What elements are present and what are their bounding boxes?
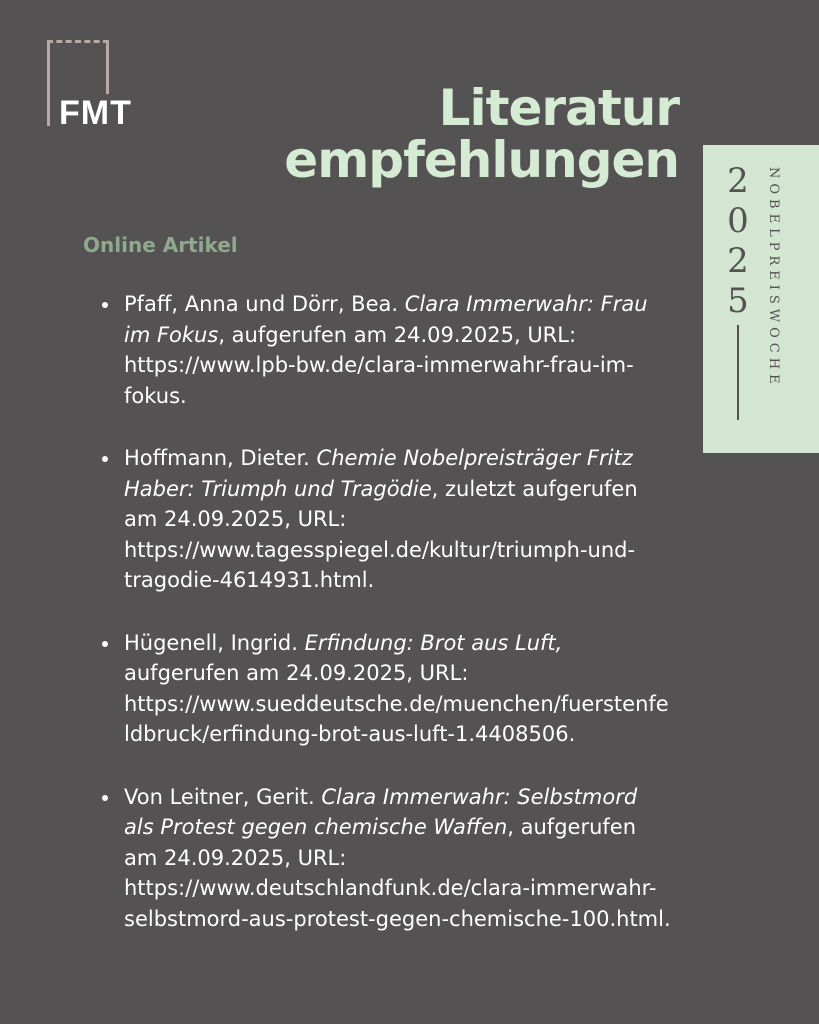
reference-details: aufgerufen am 24.09.2025, URL: https://www.sueddeutsche.de/muenchen/fuerstenfeldbruck/erfindung-brot-aus-luft-1.4408506. — [124, 661, 669, 746]
event-label: NOBELPREISWOCHE — [766, 167, 781, 389]
year-digit: 2 — [727, 241, 749, 281]
reference-title: Clara Immerwahr: Selbstmord als Protest gegen chemische Waffen — [124, 784, 638, 839]
title-line-1: Literatur — [438, 79, 679, 137]
reference-details: , zuletzt aufgerufen am 24.09.2025, URL: https://www.tagesspiegel.de/kultur/triumph-und-tragodie-4614931.html. — [124, 476, 638, 592]
reference-title: Chemie Nobelpreisträger Fritz Haber: Triumph und Tragödie — [124, 446, 633, 501]
reference-title: Erfindung: Brot aus Luft, — [304, 630, 563, 655]
bullet-icon — [102, 641, 108, 647]
list-item — [96, 628, 671, 750]
section-title: Online Artikel — [83, 233, 238, 257]
reference-details: , aufgerufen am 24.09.2025, URL: https://www.deutschlandfunk.de/clara-immerwahr-selbstmord-aus-protest-gegen-chemische-100.html. — [124, 815, 671, 931]
year — [723, 161, 753, 321]
reference-author: Hügenell, Ingrid. — [124, 630, 305, 655]
year-digit: 0 — [727, 201, 749, 241]
title-line-2: empfehlungen — [284, 131, 679, 189]
list-item — [96, 782, 671, 935]
reference-author: Von Leitner, Gerit. — [124, 784, 322, 809]
reference-details: , aufgerufen am 24.09.2025, URL: https://www.lpb-bw.de/clara-immerwahr-frau-im-fokus. — [124, 322, 634, 408]
side-panel — [703, 145, 819, 453]
page-title — [284, 79, 679, 189]
fmt-logo — [47, 40, 137, 130]
reference-author: Hoffmann, Dieter. — [124, 446, 317, 470]
reference-title: Clara Immerwahr: Frau im Fokus — [124, 292, 648, 347]
list-item — [96, 443, 671, 596]
reference-list — [96, 289, 671, 966]
bullet-icon — [102, 302, 108, 308]
year-digit: 2 — [727, 161, 749, 201]
logo-text: FMT — [59, 94, 132, 132]
reference-author: Pfaff, Anna und Dörr, Bea. — [124, 292, 405, 316]
bullet-icon — [102, 795, 108, 801]
bullet-icon — [102, 456, 108, 462]
year-digit: 5 — [727, 281, 749, 321]
list-item — [96, 289, 671, 411]
year-divider — [737, 325, 739, 420]
